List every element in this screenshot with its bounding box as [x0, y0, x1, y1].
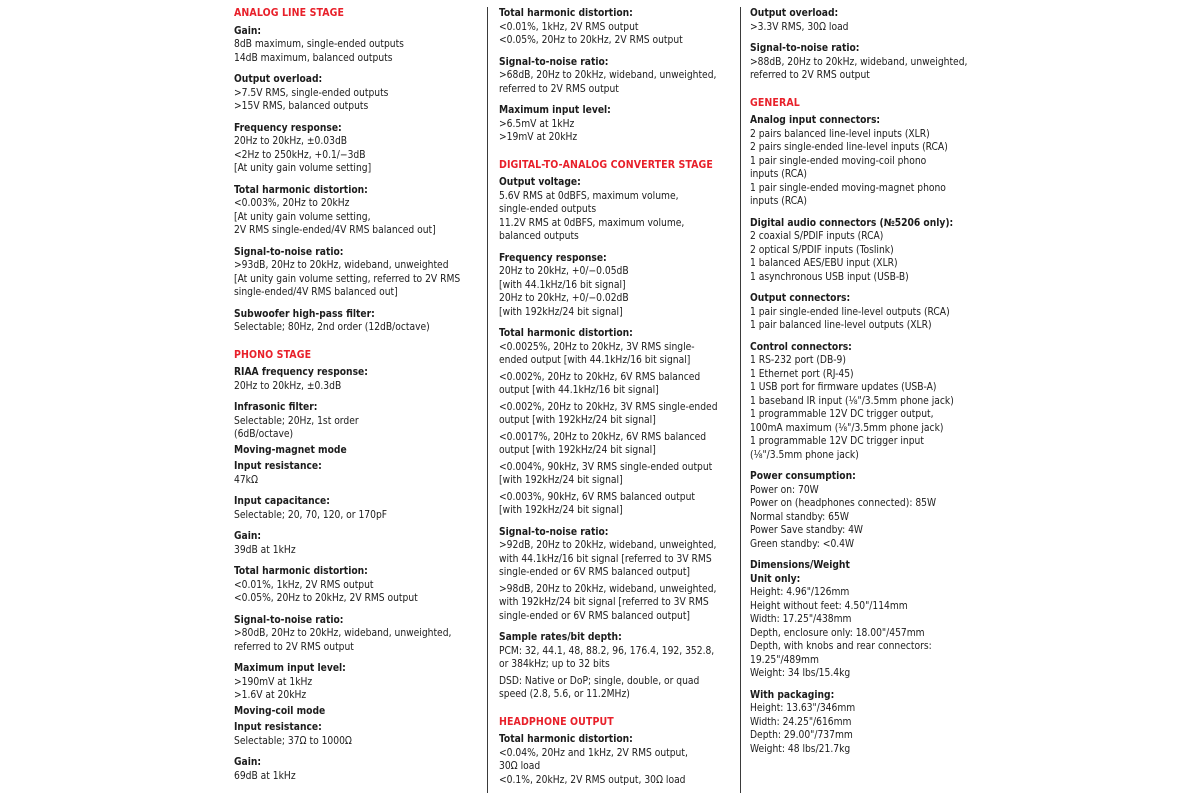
spec-value-line: Selectable; 20, 70, 120, or 170pF — [234, 509, 388, 521]
spec-value-line: 1 pair single-ended moving-coil phono — [750, 155, 927, 167]
spec-value-line: <0.002%, 20Hz to 20kHz, 3V RMS single-ended — [499, 401, 718, 413]
spec-value-line: output [with 192kHz/24 bit signal] — [499, 445, 656, 456]
spec-value — [234, 321, 484, 335]
spec-value-line: Depth: 29.00"/737mm — [750, 730, 853, 741]
spec-label: Total harmonic distortion: — [499, 8, 633, 19]
spec-label: Input resistance: — [234, 461, 322, 472]
section-heading: DIGITAL-TO-ANALOG CONVERTER STAGE — [499, 158, 713, 171]
spec-label: Control connectors: — [750, 341, 852, 353]
spec-label: Input resistance: — [234, 722, 322, 733]
spec-value-line: PCM: 32, 44.1, 48, 88.2, 96, 176.4, 192, 352.8, — [499, 645, 715, 657]
spec-value-line: [At unity gain volume setting, referred to 2V RMS — [234, 273, 461, 285]
spec-value — [234, 135, 484, 176]
spec-column-2 — [499, 7, 739, 787]
spec-value — [750, 230, 990, 284]
spec-value-line: <0.002%, 20Hz to 20kHz, 6V RMS balanced — [499, 371, 701, 383]
spec-label: Signal-to-noise ratio: — [234, 614, 344, 626]
spec-value-line: >3.3V RMS, 30Ω load — [750, 21, 849, 33]
spec-value-line: DSD: Native or DoP; single, double, or quad — [499, 675, 700, 687]
spec-value-line: 1 programmable 12V DC trigger output, — [750, 409, 934, 420]
spec-value-line: or 384kHz; up to 32 bits — [499, 659, 610, 670]
section-heading: HEADPHONE OUTPUT — [499, 715, 614, 728]
spec-value-line: 1 balanced AES/EBU input (XLR) — [750, 258, 898, 269]
spec-value-line: Height without feet: 4.50"/114mm — [750, 600, 908, 612]
spec-value-line: referred to 2V RMS output — [234, 641, 354, 653]
spec-value — [234, 380, 484, 394]
spec-value-line: (⅛"/3.5mm phone jack) — [750, 449, 859, 461]
spec-value-line: Selectable; 80Hz, 2nd order (12dB/octave) — [234, 322, 430, 333]
spec-value-line: Depth, enclosure only: 18.00"/457mm — [750, 627, 925, 639]
spec-value-line: ended output [with 44.1kHz/16 bit signal] — [499, 355, 691, 366]
spec-value-line: <0.0025%, 20Hz to 20kHz, 3V RMS single- — [499, 341, 695, 353]
spec-value-line: 69dB at 1kHz — [234, 770, 296, 782]
spec-value — [750, 586, 990, 681]
spec-label: Maximum input level: — [234, 663, 346, 674]
spec-value-line: 1 asynchronous USB input (USB-B) — [750, 271, 909, 283]
spec-label: Infrasonic filter: — [234, 402, 318, 413]
spec-value — [234, 87, 484, 114]
spec-value-line: [with 192kHz/24 bit signal] — [499, 505, 623, 516]
spec-value — [499, 461, 739, 488]
spec-value-line: 1 baseband IR input (⅛"/3.5mm phone jack) — [750, 395, 954, 407]
spec-value-line: Selectable; 37Ω to 1000Ω — [234, 735, 352, 747]
spec-value — [499, 747, 739, 788]
spec-value-line: <0.1%, 20kHz, 2V RMS output, 30Ω load — [499, 774, 686, 786]
spec-value-line: referred to 2V RMS output — [750, 70, 870, 81]
spec-value — [750, 56, 990, 83]
spec-value-line: referred to 2V RMS output — [499, 83, 619, 95]
spec-value-line: >1.6V at 20kHz — [234, 690, 307, 701]
spec-value-line: 1 Ethernet port (RJ-45) — [750, 368, 854, 380]
spec-value — [750, 484, 990, 552]
spec-value-line: 20Hz to 20kHz, +0/−0.05dB — [499, 266, 629, 277]
spec-value-line: <0.003%, 20Hz to 20kHz — [234, 198, 350, 209]
spec-value-line: >80dB, 20Hz to 20kHz, wideband, unweighted, — [234, 628, 452, 639]
spec-value — [750, 354, 990, 462]
spec-value-line: Power on: 70W — [750, 484, 819, 496]
spec-value-line: >98dB, 20Hz to 20kHz, wideband, unweighted, — [499, 583, 717, 595]
spec-label: Gain: — [234, 25, 262, 37]
spec-value-line: >190mV at 1kHz — [234, 676, 313, 688]
spec-value — [499, 675, 739, 702]
spec-label: Signal-to-noise ratio: — [499, 526, 609, 538]
spec-value-line: <0.003%, 90kHz, 6V RMS balanced output — [499, 491, 695, 503]
spec-value-line: Selectable; 20Hz, 1st order — [234, 415, 359, 427]
spec-value — [234, 259, 484, 300]
spec-value-line: 20Hz to 20kHz, ±0.03dB — [234, 136, 348, 147]
spec-value-line: 2 optical S/PDIF inputs (Toslink) — [750, 244, 894, 256]
spec-value-line: <0.05%, 20Hz to 20kHz, 2V RMS output — [234, 593, 418, 604]
spec-value-line: 30Ω load — [499, 761, 541, 772]
spec-value-line: single-ended outputs — [499, 204, 597, 215]
spec-value — [750, 128, 990, 209]
spec-value-line: [with 192kHz/24 bit signal] — [499, 306, 623, 318]
spec-value-line: >19mV at 20kHz — [499, 132, 578, 143]
spec-value-line: 47kΩ — [234, 474, 258, 486]
spec-value-line: Width: 24.25"/616mm — [750, 716, 852, 728]
spec-subheading: Moving-coil mode — [234, 705, 326, 717]
spec-value-line: output [with 192kHz/24 bit signal] — [499, 415, 656, 426]
spec-label: Maximum input level: — [499, 105, 611, 116]
spec-value-line: <2Hz to 250kHz, +0.1/−3dB — [234, 149, 366, 161]
spec-value-line: 2 pairs balanced line-level inputs (XLR) — [750, 128, 930, 140]
spec-value — [234, 544, 484, 558]
spec-value — [499, 118, 739, 145]
spec-label: Signal-to-noise ratio: — [750, 43, 860, 54]
spec-value-line: 1 RS-232 port (DB-9) — [750, 355, 846, 366]
spec-value-line: >15V RMS, balanced outputs — [234, 101, 369, 112]
spec-label: Total harmonic distortion: — [499, 328, 633, 339]
spec-value — [499, 491, 739, 518]
spec-value-line: <0.05%, 20Hz to 20kHz, 2V RMS output — [499, 35, 683, 46]
spec-value-line: <0.04%, 20Hz and 1kHz, 2V RMS output, — [499, 747, 688, 759]
spec-value-line: 1 USB port for firmware updates (USB-A) — [750, 382, 937, 393]
spec-value — [234, 579, 484, 606]
spec-value-line: Weight: 34 lbs/15.4kg — [750, 668, 851, 679]
spec-value — [234, 197, 484, 238]
section-heading: ANALOG LINE STAGE — [234, 7, 345, 19]
spec-value-line: (6dB/octave) — [234, 429, 294, 440]
spec-value — [750, 702, 990, 756]
spec-value-line: >93dB, 20Hz to 20kHz, wideband, unweighted — [234, 260, 449, 271]
spec-label: Dimensions/Weight — [750, 560, 850, 571]
spec-value-line: 2 coaxial S/PDIF inputs (RCA) — [750, 231, 884, 242]
spec-value-line: >88dB, 20Hz to 20kHz, wideband, unweighted, — [750, 56, 968, 68]
spec-value-line: [with 44.1kHz/16 bit signal] — [499, 279, 626, 291]
spec-value-line: >92dB, 20Hz to 20kHz, wideband, unweighted, — [499, 540, 717, 551]
spec-value-line: Green standby: <0.4W — [750, 538, 855, 550]
spec-value-line: 11.2V RMS at 0dBFS, maximum volume, — [499, 217, 685, 229]
spec-value-line: 1 pair balanced line-level outputs (XLR) — [750, 320, 932, 331]
spec-column-1 — [234, 7, 484, 783]
section-heading: PHONO STAGE — [234, 348, 312, 361]
spec-value-line: 20Hz to 20kHz, ±0.3dB — [234, 380, 342, 392]
spec-value-line: <0.01%, 1kHz, 2V RMS output — [499, 21, 639, 33]
spec-value-line: >6.5mV at 1kHz — [499, 118, 575, 130]
spec-label: Signal-to-noise ratio: — [234, 246, 344, 258]
spec-value-line: Weight: 48 lbs/21.7kg — [750, 743, 851, 755]
spec-label: Total harmonic distortion: — [234, 566, 368, 577]
spec-value — [499, 431, 739, 458]
spec-value-line: 14dB maximum, balanced outputs — [234, 52, 393, 64]
spec-value-line: [At unity gain volume setting] — [234, 163, 372, 174]
spec-value-line: single-ended or 6V RMS balanced output] — [499, 610, 691, 622]
spec-label: Analog input connectors: — [750, 115, 881, 126]
spec-value — [234, 735, 484, 749]
spec-value — [234, 627, 484, 654]
section-heading: GENERAL — [750, 96, 800, 109]
spec-label: RIAA frequency response: — [234, 367, 368, 378]
spec-value — [234, 770, 484, 784]
spec-label: Output voltage: — [499, 177, 581, 188]
spec-value — [499, 401, 739, 428]
spec-value-line: 100mA maximum (⅛"/3.5mm phone jack) — [750, 422, 944, 434]
column-divider — [487, 7, 488, 793]
spec-value-line: <0.01%, 1kHz, 2V RMS output — [234, 579, 374, 591]
spec-label: Frequency response: — [234, 122, 342, 134]
spec-value-line: 39dB at 1kHz — [234, 544, 296, 556]
spec-value-line: 1 programmable 12V DC trigger input — [750, 436, 924, 447]
spec-value — [750, 306, 990, 333]
spec-label: With packaging: — [750, 689, 835, 701]
spec-label: Total harmonic distortion: — [234, 184, 368, 196]
spec-value — [499, 265, 739, 319]
spec-value-line: Height: 4.96"/126mm — [750, 587, 850, 598]
spec-value-line: 1 pair single-ended line-level outputs (RCA) — [750, 306, 950, 318]
spec-label: Digital audio connectors (№5206 only): — [750, 217, 954, 229]
spec-value — [499, 190, 739, 244]
spec-value-line: with 44.1kHz/16 bit signal [referred to 3V RMS — [499, 553, 712, 565]
spec-value-line: output [with 44.1kHz/16 bit signal] — [499, 385, 659, 396]
spec-value-line: <0.0017%, 20Hz to 20kHz, 6V RMS balanced — [499, 431, 707, 443]
spec-value — [499, 69, 739, 96]
spec-value — [234, 474, 484, 488]
spec-value-line: speed (2.8, 5.6, or 11.2MHz) — [499, 689, 630, 700]
spec-value — [499, 539, 739, 580]
spec-value — [234, 415, 484, 442]
spec-label: Unit only: — [750, 573, 801, 585]
spec-value — [499, 583, 739, 624]
spec-value-line: >7.5V RMS, single-ended outputs — [234, 87, 389, 99]
spec-column-3 — [750, 7, 990, 756]
spec-value — [499, 645, 739, 672]
spec-label: Output overload: — [750, 8, 839, 19]
spec-value-line: Depth, with knobs and rear connectors: — [750, 641, 932, 652]
spec-label: Sample rates/bit depth: — [499, 632, 622, 643]
spec-label: Power consumption: — [750, 471, 856, 482]
spec-value-line: >68dB, 20Hz to 20kHz, wideband, unweighted, — [499, 70, 717, 81]
spec-value-line: <0.004%, 90kHz, 3V RMS single-ended output — [499, 461, 713, 473]
spec-value-line: Power on (headphones connected): 85W — [750, 498, 937, 509]
spec-subheading: Moving-magnet mode — [234, 444, 347, 456]
spec-label: Gain: — [234, 531, 262, 542]
spec-value-line: 1 pair single-ended moving-magnet phono — [750, 182, 946, 194]
spec-label: Input capacitance: — [234, 496, 330, 507]
spec-value-line: Height: 13.63"/346mm — [750, 703, 856, 714]
spec-value-line: 5.6V RMS at 0dBFS, maximum volume, — [499, 190, 679, 202]
spec-value — [499, 371, 739, 398]
spec-value-line: [with 192kHz/24 bit signal] — [499, 475, 623, 486]
spec-value-line: single-ended/4V RMS balanced out] — [234, 287, 398, 298]
spec-value-line: balanced outputs — [499, 231, 579, 242]
spec-label: Output overload: — [234, 74, 323, 85]
spec-value-line: inputs (RCA) — [750, 169, 807, 180]
spec-value — [234, 38, 484, 65]
spec-value — [499, 341, 739, 368]
spec-value-line: [At unity gain volume setting, — [234, 211, 371, 223]
spec-value-line: 2V RMS single-ended/4V RMS balanced out] — [234, 225, 436, 236]
spec-value — [234, 509, 484, 523]
spec-label: Subwoofer high-pass filter: — [234, 308, 375, 320]
spec-label: Frequency response: — [499, 252, 607, 264]
spec-value — [234, 676, 484, 703]
spec-value-line: Width: 17.25"/438mm — [750, 614, 852, 625]
spec-value-line: inputs (RCA) — [750, 196, 807, 207]
spec-value-line: with 192kHz/24 bit signal [referred to 3V RMS — [499, 597, 709, 608]
spec-value-line: 20Hz to 20kHz, +0/−0.02dB — [499, 293, 629, 304]
spec-value — [499, 21, 739, 48]
spec-value-line: 2 pairs single-ended line-level inputs (RCA) — [750, 142, 948, 153]
spec-value-line: 8dB maximum, single-ended outputs — [234, 39, 404, 50]
column-divider — [740, 7, 741, 793]
spec-label: Gain: — [234, 757, 262, 768]
spec-value-line: 19.25"/489mm — [750, 654, 819, 666]
spec-label: Output connectors: — [750, 293, 851, 304]
spec-value-line: Normal standby: 65W — [750, 511, 849, 523]
spec-label: Signal-to-noise ratio: — [499, 56, 609, 68]
spec-value — [750, 21, 990, 35]
spec-value-line: Power Save standby: 4W — [750, 525, 863, 536]
spec-value-line: single-ended or 6V RMS balanced output] — [499, 567, 691, 578]
spec-label: Total harmonic distortion: — [499, 734, 633, 745]
